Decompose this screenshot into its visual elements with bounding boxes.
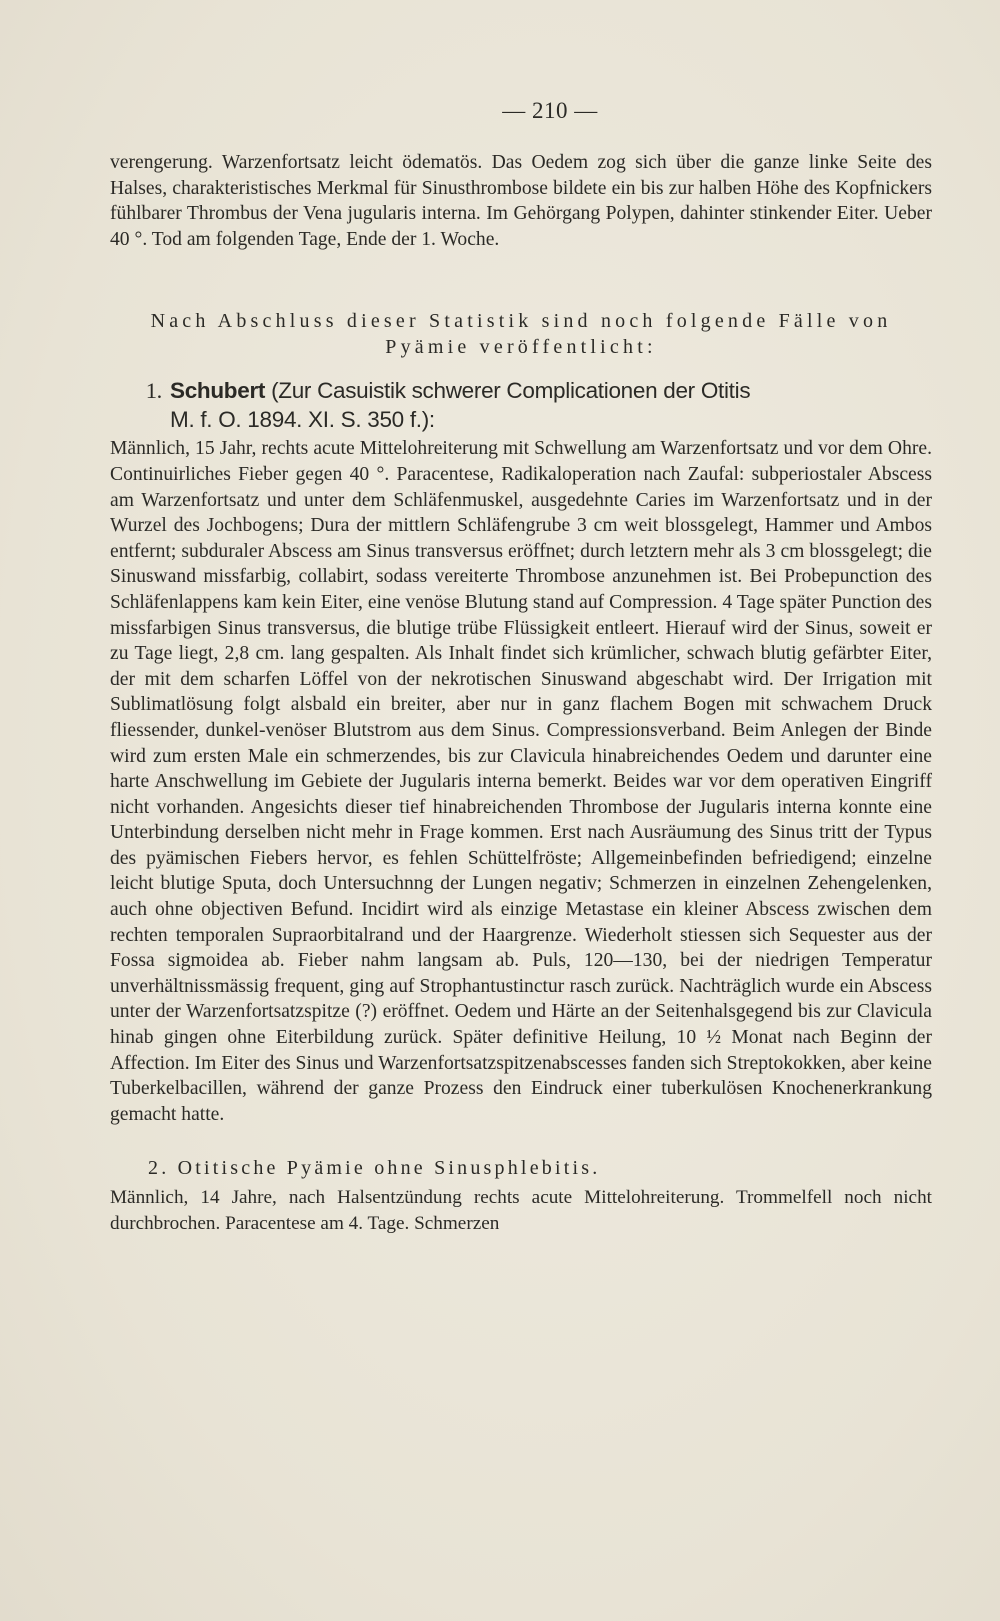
- case1-author: Schubert: [170, 378, 266, 404]
- case1-citation: M. f. O. 1894. XI. S. 350 f.):: [170, 407, 435, 433]
- case1-title: (Zur Casuistik schwerer Complicationen der Otitis: [271, 378, 751, 404]
- page-number: — 210 —: [502, 98, 598, 123]
- case1-number: 1.: [145, 378, 162, 404]
- page-content: [110, 150, 932, 1236]
- case2-heading: 2. Otitische Pyämie ohne Sinusphlebitis.: [148, 1157, 601, 1180]
- case1-body: Männlich, 15 Jahr, rechts acute Mittelohreiterung mit Schwellung am Warzenfortsatz und vor dem Ohre. Continuirliches Fieber gegen 40 °. Paracentese, Radikaloperation nach Zaufal: subperiostaler Abscess am Warzenfortsatz und unter dem Schläfenmuskel, ausgedehnte Caries im Warzenfortsatz und in der Wurzel des Jochbogens; Dura der mittlern Schläfengrube 3 cm weit blossgelegt, Hammer und Ambos entfernt; subduraler Abscess am Sinus transversus eröffnet; durch letztern mehr als 3 cm blossgelegt; die Sinuswand missfarbig, collabirt, sodass vereiterte Thrombose anzunehmen ist. Bei Probepunction des Schläfenlappens kam kein Eiter, eine venöse Blutung stand auf Compression. 4 Tage später Punction des missfarbigen Sinus transversus, die blutige trübe Flüssigkeit entleert. Hierauf wird der Sinus, soweit er zu Tage liegt, 2,8 cm. lang gespalten. Als Inhalt findet sich krümlicher, schwach blutig gefärbter Eiter, der mit dem scharfen Löffel von der nekrotischen Sinuswand abgeschabt wird. Der Irrigation mit Sublimatlösung folgt alsbald ein breiter, aber nur in ganz flachem Bogen mit schwachem Druck fliessender, dunkel-venöser Blutstrom aus dem Sinus. Compressionsverband. Beim Anlegen der Binde wird zum ersten Male ein schmerzendes, bis zur Clavicula hinabreichendes Oedem und darunter eine harte Anschwellung im Gebiete der Jugularis interna bemerkt. Beides war vor dem operativen Eingriff nicht vorhanden. Angesichts dieser tief hinabreichenden Thrombose der Jugularis interna konnte eine Unterbindung derselben nicht mehr in Frage kommen. Erst nach Ausräumung des Sinus tritt der Typus des pyämischen Fiebers hervor, es fehlen Schüttelfröste; Allgemeinbefinden befriedigend; einzelne leicht blutige Sputa, doch Untersuchnng der Lungen negativ; Schmerzen in einzelnen Zehengelenken, auch ohne objectiven Befund. Incidirt wird als einzige Metastase ein kleiner Abscess zwischen dem rechten temporalen Supraorbitalrand und der Haargrenze. Wiederholt stiessen sich Sequester aus der Fossa sigmoidea ab. Fieber nahm langsam ab. Puls, 120—130, bei der niedrigen Temperatur unverhältnissmässig frequent, ging auf Strophantustinctur rasch zurück. Nachträglich wurde ein Abscess unter der Warzenfortsatzspitze (?) eröffnet. Oedem und Härte an der Seitenhalsgegend bis zur Clavicula hinab gingen ohne Eiterbildung zurück. Später definitive Heilung, 10 ½ Monat nach Beginn der Affection. Im Eiter des Sinus und Warzenfortsatzspitzenabscesses fanden sich Streptokokken, aber keine Tuberkelbacillen, während der ganze Prozess den Eindruck einer tuberkulösen Knochenerkrankung gemacht hatte.: [110, 438, 932, 1125]
- intro-paragraph: verengerung. Warzenfortsatz leicht ödematös. Das Oedem zog sich über die ganze linke Seite des Halses, charakteristisches Merkmal für Sinusthrombose bildete ein bis zur halben Höhe des Kopfnickers fühlbarer Thrombus der Vena jugularis interna. Im Gehörgang Polypen, dahinter stinkender Eiter. Ueber 40 °. Tod am folgenden Tage, Ende der 1. Woche.: [110, 152, 932, 250]
- case1-heading: [110, 376, 932, 434]
- case2-body: Männlich, 14 Jahre, nach Halsentzündung rechts acute Mittelohreiterung. Trommelfell noch nicht durchbrochen. Paracentese am 4. Tage. Schmerzen: [110, 1187, 932, 1234]
- section-heading: Nach Abschluss dieser Statistik sind noch folgende Fälle von Pyämie veröffentlicht:: [150, 310, 892, 359]
